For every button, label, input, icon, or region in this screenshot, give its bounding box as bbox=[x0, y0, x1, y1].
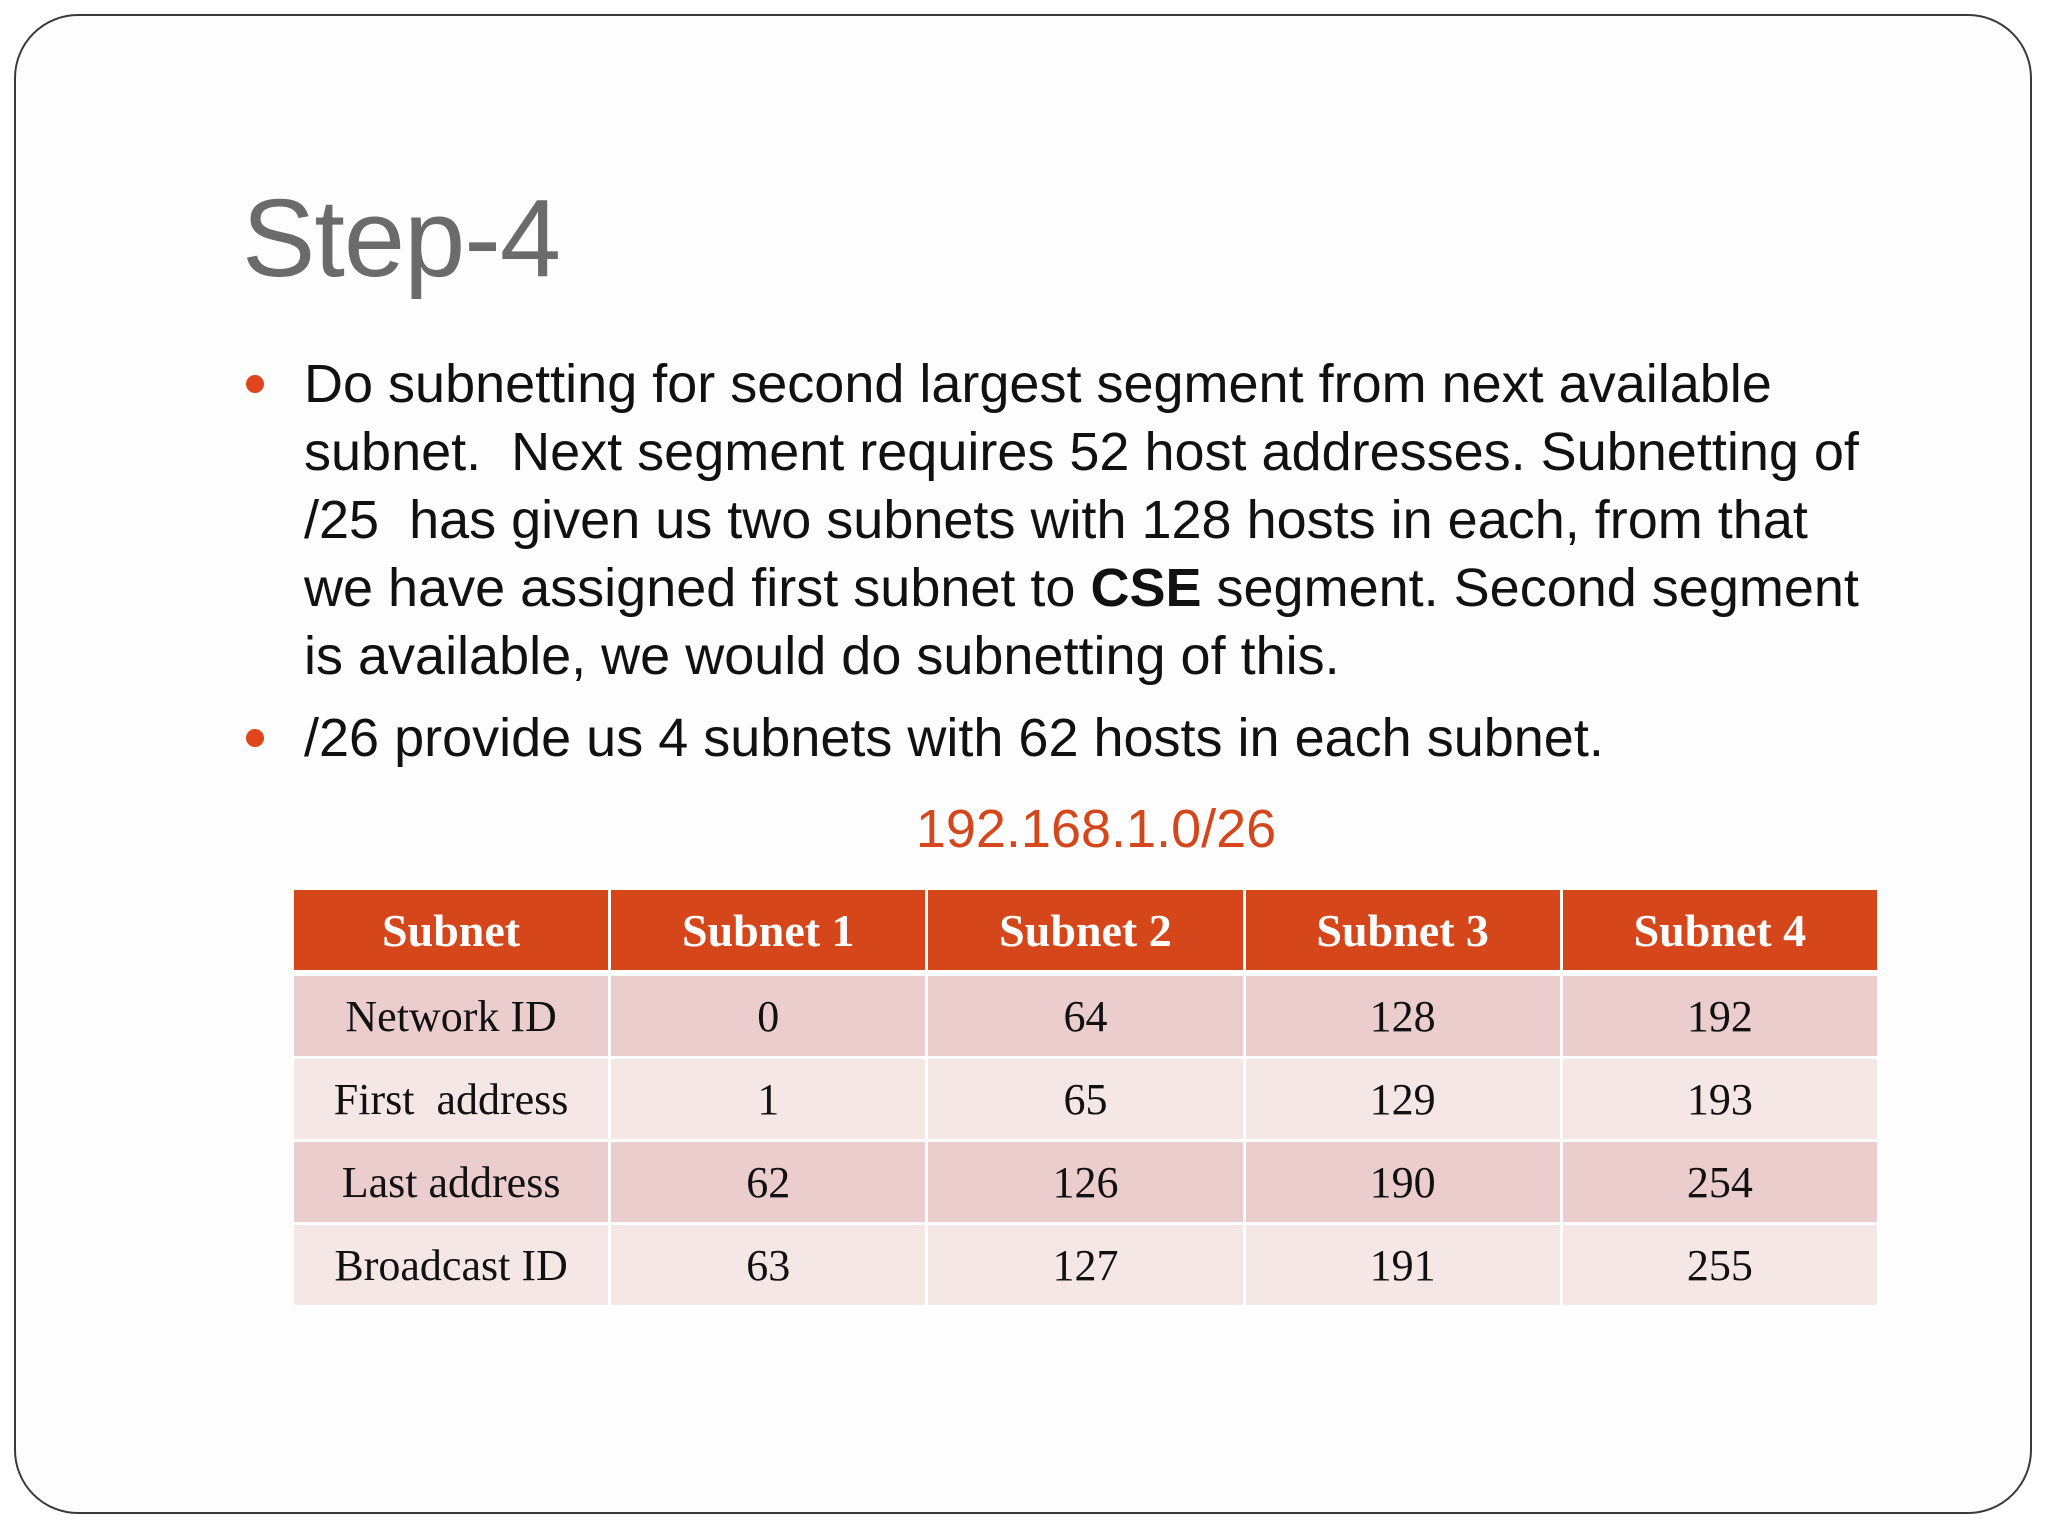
table-row-network-id bbox=[293, 973, 1879, 1058]
table-cell: 128 bbox=[1244, 973, 1561, 1058]
segment-name-cse: CSE bbox=[1090, 558, 1202, 618]
bullet-item-subnets-26 bbox=[242, 704, 1962, 772]
table-cell: 127 bbox=[927, 1224, 1244, 1307]
table-cell: 0 bbox=[610, 973, 927, 1058]
bullet-1-line-4-after: segment. Second segment bbox=[1201, 558, 1859, 618]
header-subnet-1: Subnet 1 bbox=[610, 889, 927, 974]
table-cell: 255 bbox=[1561, 1224, 1878, 1307]
table-cell: 129 bbox=[1244, 1058, 1561, 1141]
bullet-1-line-1: Do subnetting for second largest segment from next available bbox=[304, 354, 1772, 414]
bullet-1-line-3: /25 has given us two subnets with 128 hosts in each, from that bbox=[304, 490, 1808, 550]
row-label: Network ID bbox=[293, 973, 610, 1058]
row-label: Last address bbox=[293, 1141, 610, 1224]
table-cell: 65 bbox=[927, 1058, 1244, 1141]
table-cell: 191 bbox=[1244, 1224, 1561, 1307]
header-subnet: Subnet bbox=[293, 889, 610, 974]
bullet-1-line-2: subnet. Next segment requires 52 host addresses. Subnetting of bbox=[304, 422, 1859, 482]
bullet-dot-icon bbox=[246, 729, 264, 747]
table-row-last-address bbox=[293, 1141, 1879, 1224]
table-cell: 254 bbox=[1561, 1141, 1878, 1224]
table-cell: 192 bbox=[1561, 973, 1878, 1058]
row-label: Broadcast ID bbox=[293, 1224, 610, 1307]
table-cell: 64 bbox=[927, 973, 1244, 1058]
bullet-item-subnetting bbox=[242, 350, 1962, 690]
table-cell: 1 bbox=[610, 1058, 927, 1141]
table-cell: 126 bbox=[927, 1141, 1244, 1224]
bullet-list bbox=[242, 350, 1962, 772]
header-subnet-4: Subnet 4 bbox=[1561, 889, 1878, 974]
bullet-dot-icon bbox=[246, 375, 264, 393]
slide-title: Step-4 bbox=[242, 177, 561, 300]
header-subnet-3: Subnet 3 bbox=[1244, 889, 1561, 974]
subnet-table bbox=[291, 887, 1880, 1308]
bullet-2-line-1: /26 provide us 4 subnets with 62 hosts in each subnet. bbox=[304, 708, 1604, 768]
table-row-broadcast-id bbox=[293, 1224, 1879, 1307]
bullet-1-line-5: is available, we would do subnetting of this. bbox=[304, 626, 1340, 686]
table-row-first-address bbox=[293, 1058, 1879, 1141]
header-subnet-2: Subnet 2 bbox=[927, 889, 1244, 974]
table-cell: 63 bbox=[610, 1224, 927, 1307]
bullet-1-line-4-before: we have assigned first subnet to bbox=[304, 558, 1091, 618]
table-cell: 190 bbox=[1244, 1141, 1561, 1224]
network-address-label: 192.168.1.0/26 bbox=[915, 799, 1277, 859]
table-header-row bbox=[293, 889, 1879, 974]
table-cell: 193 bbox=[1561, 1058, 1878, 1141]
row-label: First address bbox=[293, 1058, 610, 1141]
bullet-1-line-4 bbox=[304, 554, 1962, 622]
table-cell: 62 bbox=[610, 1141, 927, 1224]
